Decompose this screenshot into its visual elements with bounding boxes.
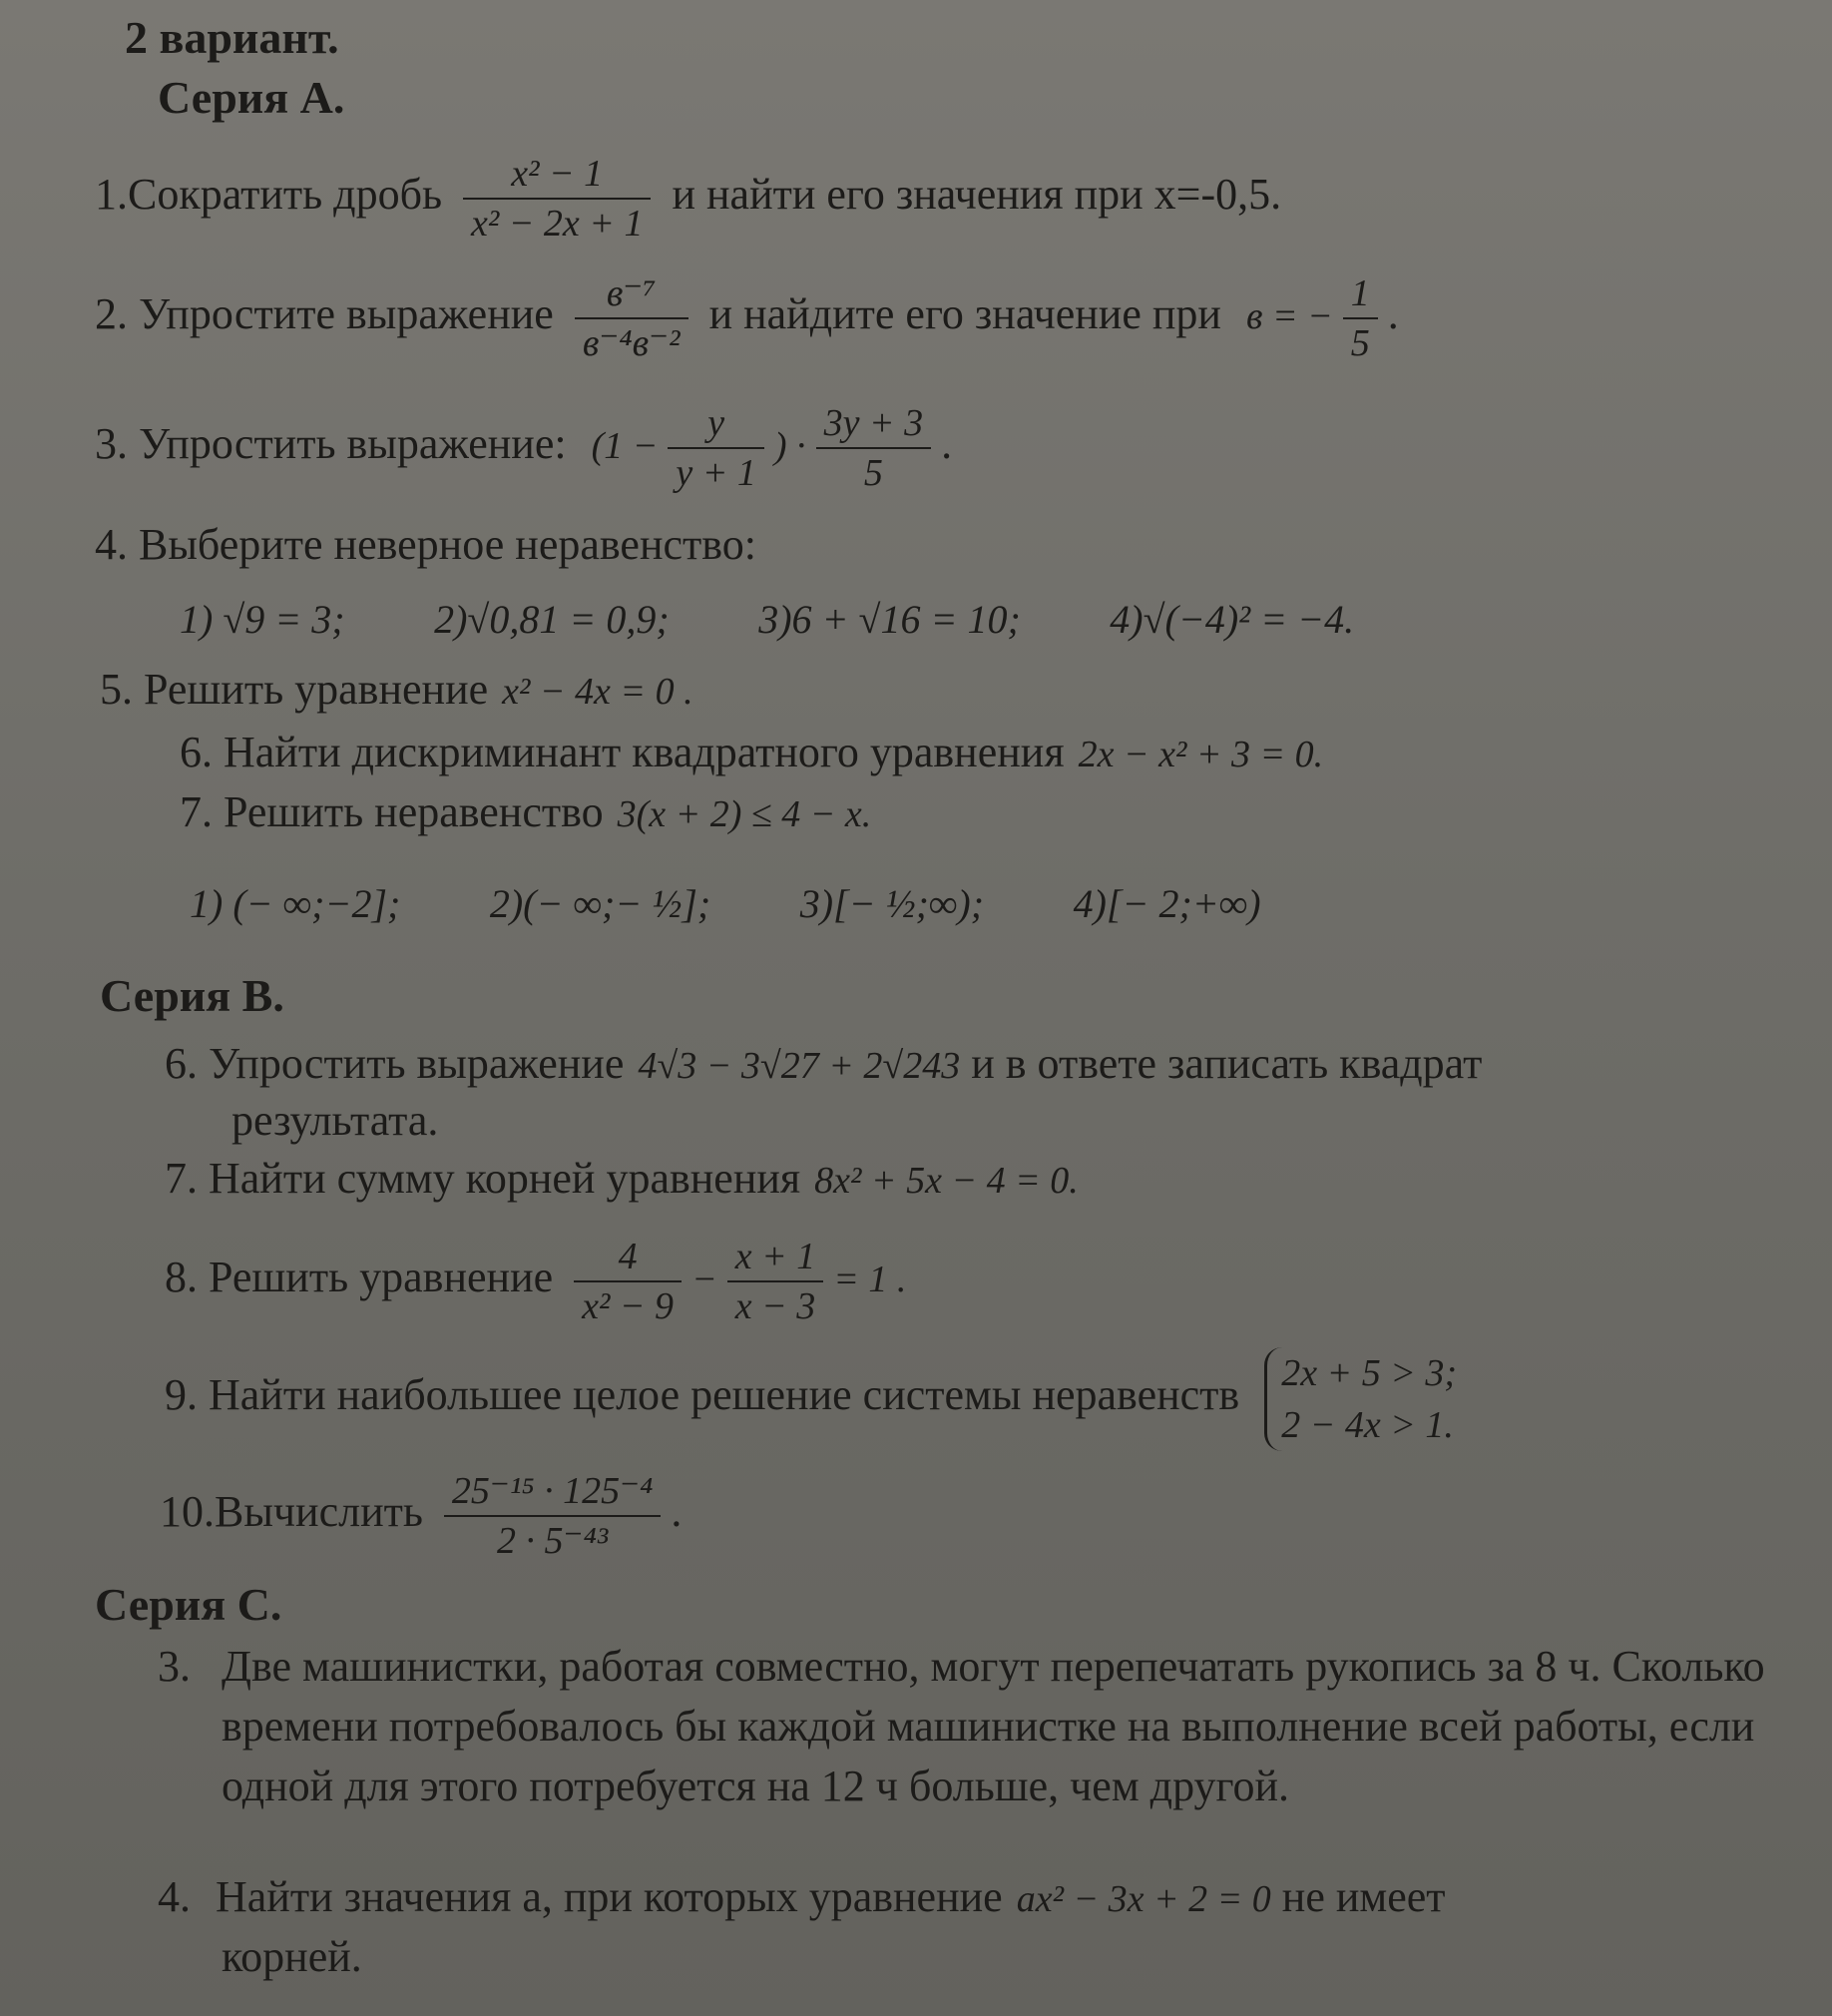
task-a4-label: 4. Выберите неверное неравенство: (95, 520, 756, 569)
task-a2 (95, 269, 1399, 367)
task-a7 (180, 786, 871, 840)
task-a1-label: 1.Сократить дробь (95, 170, 443, 220)
task-b6-tail2: результата. (231, 1096, 439, 1145)
task-a2-end: . (1387, 289, 1399, 339)
task-a3 (95, 399, 952, 497)
task-b10-label: 10.Вычислить (160, 1487, 423, 1537)
task-a2-fraction (575, 269, 688, 367)
task-a2-den: в⁻⁴в⁻² (582, 322, 681, 364)
task-b10-fraction (444, 1467, 661, 1565)
task-a3-n1: y (668, 399, 764, 449)
task-b8-minus: − (691, 1259, 717, 1301)
task-a1-num: x² − 1 (463, 150, 651, 200)
task-a1-fraction (463, 150, 651, 248)
task-b7-label: 7. Найти сумму корней уравнения (165, 1154, 801, 1203)
task-a4-option-2: 2)√0,81 = 0,9; (434, 597, 670, 642)
task-b8-n1: 4 (574, 1233, 682, 1282)
task-c4-label: Найти значения а, при которых уравнение (216, 1872, 1003, 1921)
task-a3-d1: y + 1 (676, 452, 756, 494)
task-a3-end: . (941, 419, 953, 469)
task-b9 (165, 1347, 1457, 1451)
task-b9-label: 9. Найти наибольшее целое решение системы неравенств (165, 1370, 1240, 1420)
task-a3-expr1: (1 − (591, 425, 659, 468)
task-a7-option-4: 4)[− 2;+∞) (1073, 881, 1261, 926)
task-b9-line1: 2x + 5 > 3; (1281, 1352, 1457, 1394)
task-b7-expr: 8x² + 5x − 4 = 0. (814, 1160, 1079, 1202)
task-a4-options (180, 594, 1434, 647)
task-b8 (165, 1233, 906, 1330)
task-a1 (95, 150, 1281, 248)
task-b6-tail: и в ответе записать квадрат (971, 1039, 1483, 1088)
task-c4-tail2: корней. (222, 1932, 362, 1981)
task-b10 (160, 1467, 682, 1565)
task-c4-tail: не имеет (1281, 1872, 1446, 1921)
task-a2-num: в⁻⁷ (575, 269, 688, 319)
task-a4-option-1: 1) √9 = 3; (180, 597, 345, 642)
task-a3-label: 3. Упростить выражение: (95, 419, 567, 469)
task-c4-number: 4. (158, 1872, 191, 1921)
task-b6 (165, 1038, 1482, 1092)
series-b-title: Серия В. (100, 970, 284, 1021)
task-b8-label: 8. Решить уравнение (165, 1253, 554, 1302)
task-b9-line2: 2 − 4x > 1. (1281, 1404, 1454, 1446)
task-b6-expr: 4√3 − 3√27 + 2√243 (638, 1045, 961, 1087)
variant-title: 2 вариант. (125, 12, 339, 63)
task-b8-d1: x² − 9 (582, 1285, 675, 1327)
task-c3-text: Две машинистки, работая совместно, могут перепечатать рукопись за 8 ч. Сколько времени потребовалось бы каждой машинистке на выполнение всей работы, если одной для этого потребуется на 12 ч больше, чем другой. (222, 1642, 1765, 1810)
task-b8-fraction2 (727, 1233, 824, 1330)
task-a4-option-4: 4)√(−4)² = −4. (1110, 597, 1355, 642)
task-a6 (180, 727, 1323, 780)
task-a2-val-fraction (1343, 269, 1378, 367)
task-a7-expr: 3(x + 2) ≤ 4 − x. (617, 793, 872, 835)
task-c4 (158, 1871, 1446, 1925)
series-a-title: Серия А. (158, 72, 345, 123)
task-a3-n2: 3y + 3 (816, 399, 932, 449)
task-a7-option-3: 3)[− ½;∞); (799, 881, 985, 926)
task-a7-label: 7. Решить неравенство (180, 787, 604, 836)
task-a2-mid: и найдите его значение при (708, 289, 1221, 339)
task-b9-system (1264, 1347, 1457, 1451)
task-a2-vden: 5 (1350, 322, 1370, 364)
task-a6-expr: 2x − x² + 3 = 0. (1078, 734, 1324, 775)
task-a2-vnum: 1 (1343, 269, 1378, 319)
task-c3-number: 3. (158, 1642, 191, 1691)
task-a5-label: 5. Решить уравнение (100, 665, 489, 714)
task-b10-num: 25⁻¹⁵ · 125⁻⁴ (444, 1467, 661, 1517)
task-c4-expr: ax² − 3x + 2 = 0 (1016, 1878, 1271, 1920)
series-c-title: Серия С. (95, 1579, 282, 1630)
task-a5-expr: x² − 4x = 0 . (502, 671, 693, 713)
task-a3-expr2: ) · (773, 425, 806, 468)
task-a4-option-3: 3)6 + √16 = 10; (758, 597, 1021, 642)
task-a5 (100, 664, 693, 718)
task-a2-val: в = − (1245, 295, 1333, 338)
task-a7-option-1: 1) (− ∞;−2]; (190, 881, 401, 926)
task-a7-options (190, 878, 1341, 931)
task-b8-d2: x − 3 (734, 1285, 816, 1327)
task-b8-end: = 1 . (833, 1259, 907, 1301)
task-a3-fraction1 (668, 399, 764, 497)
task-a7-option-2: 2)(− ∞;− ½]; (489, 881, 711, 926)
task-a2-label: 2. Упростите выражение (95, 289, 554, 339)
task-b10-den: 2 · 5⁻⁴³ (497, 1520, 609, 1562)
task-b8-fraction1 (574, 1233, 682, 1330)
task-a1-tail: и найти его значения при х=-0,5. (672, 170, 1282, 220)
task-a3-d2: 5 (863, 452, 883, 494)
task-b7 (165, 1153, 1079, 1207)
task-a6-label: 6. Найти дискриминант квадратного уравнения (180, 728, 1065, 776)
task-b10-end: . (671, 1487, 683, 1537)
task-a1-den: x² − 2x + 1 (471, 203, 644, 245)
task-b6-label: 6. Упростить выражение (165, 1039, 625, 1088)
task-b8-n2: x + 1 (727, 1233, 824, 1282)
task-a3-fraction2 (816, 399, 932, 497)
